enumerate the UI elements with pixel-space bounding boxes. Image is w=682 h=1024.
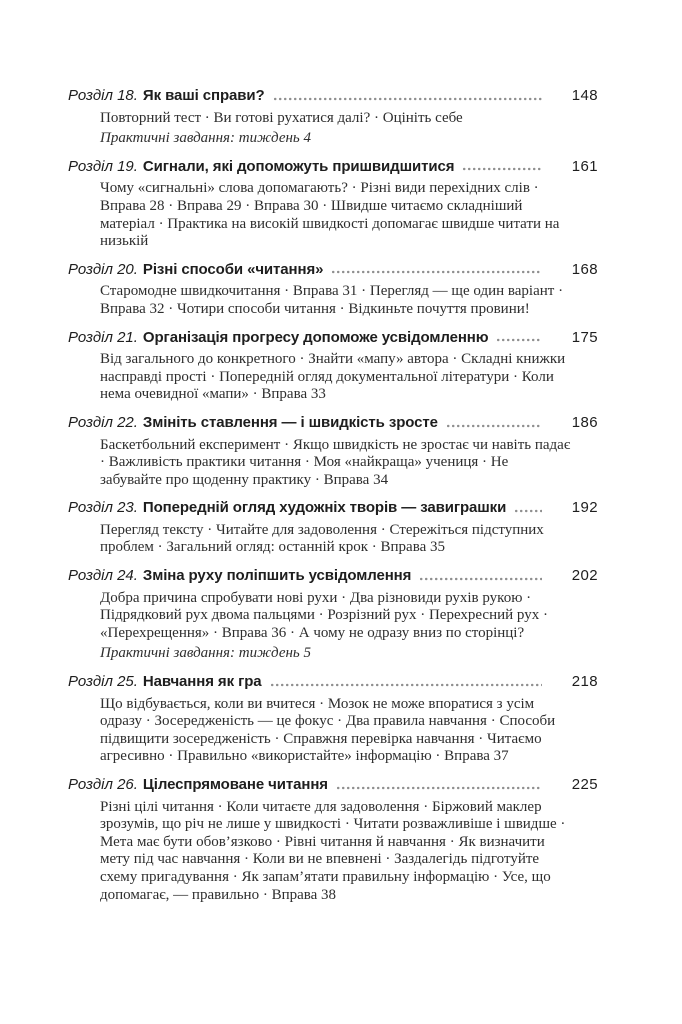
chapter-page-number: 225 [571, 776, 598, 793]
chapter-topics: Повторний тест · Ви готові рухатися далі? · Оцініть себе [100, 109, 463, 126]
chapter-topics: Що відбувається, коли ви вчитеся · Мозок не може впоратися з усім одразу · Зосередженість — це фокус · Два правила навчання · Способи підвищити зосередженість · Справжня перевірка навчання · Читаємо агресивно · Правильно «використайте» інформацію · Вправа 37 [100, 695, 556, 765]
chapter-title: Зміна руху поліпшить усвідомлення [142, 567, 412, 585]
toc-entry [68, 499, 598, 557]
chapter-page-number: 175 [571, 328, 598, 346]
chapter-title: Різні способи «читання» [142, 260, 324, 278]
dotted-leader [271, 683, 542, 687]
chapter-topics: Старомодне швидкочитання · Вправа 31 · Перегляд — ще один варіант · Вправа 32 · Чотири способи читання · Відкиньте почуття провини! [100, 283, 564, 317]
practice-tasks-line: Практичні завдання: тиждень 5 [100, 645, 311, 662]
chapter-title: Сигнали, які допоможуть пришвидшитися [142, 157, 455, 175]
toc-entry-heading [68, 499, 598, 517]
chapter-page-number: 218 [571, 673, 598, 691]
toc-entry [68, 329, 598, 404]
chapter-title: Цілеспрямоване читання [142, 776, 328, 793]
chapter-title: Організація прогресу допоможе усвідомленню [142, 328, 489, 346]
toc-entry-heading [68, 158, 598, 176]
toc-entry [68, 673, 598, 766]
chapter-topics: Добра причина спробувати нові рухи · Два різновиди рухів рукою · Підрядковий рух двома пальцями · Розрізний рух · Перехресний рух · «Перехрещення» · Вправа 36 · А чому не одразу вниз по сторінці? [100, 589, 548, 641]
toc-entry-heading [68, 261, 598, 279]
dotted-leader [463, 167, 542, 171]
chapter-page-number: 168 [571, 260, 598, 278]
chapter-topics: Чому «сигнальні» слова допомагають? · Різні види перехідних слів · Вправа 28 · Вправа 29 · Вправа 30 · Швидше читаємо складніший матеріал · Практика на високій швидкості допомагає швидше читати на низькій [100, 180, 560, 250]
toc-entry-heading [68, 87, 598, 105]
chapter-topics: Баскетбольний експеримент · Якщо швидкість не зростає чи навіть падає · Важливість практики читання · Моя «найкраща» учениця · Не забувайте про щоденну практику · Вправа 34 [100, 436, 571, 488]
toc-entry [68, 414, 598, 489]
toc-entry-heading [68, 673, 598, 691]
toc-entry [68, 87, 598, 148]
toc-entry-heading [68, 414, 598, 432]
chapter-page-number: 186 [571, 413, 598, 431]
chapter-title: Як ваші справи? [142, 87, 265, 104]
chapter-topics: Перегляд тексту · Читайте для задоволення · Стережіться підступних проблем · Загальний огляд: останній крок · Вправа 35 [100, 521, 544, 556]
chapter-title: Змініть ставлення — і швидкість зросте [142, 413, 438, 431]
toc-entry [68, 776, 598, 904]
toc-entry [68, 158, 598, 251]
chapter-label: Розділ 21. [68, 328, 138, 346]
chapter-label: Розділ 23. [68, 499, 138, 517]
chapter-label: Розділ 18. [68, 87, 138, 104]
chapter-label: Розділ 20. [68, 260, 138, 278]
chapter-label: Розділ 24. [68, 567, 138, 585]
chapter-page-number: 148 [571, 87, 598, 104]
chapter-page-number: 161 [571, 157, 598, 175]
chapter-topics: Від загального до конкретного · Знайти «мапу» автора · Складні книжки насправді прості · Попередній огляд документальної літератури · Коли нема очевидної «мапи» · Вправа 33 [100, 351, 566, 403]
dotted-leader [447, 424, 542, 428]
dotted-leader [420, 577, 542, 581]
toc-entry-heading [68, 329, 598, 347]
table-of-contents [68, 87, 598, 904]
chapter-page-number: 192 [571, 499, 598, 517]
toc-entry-heading [68, 567, 598, 585]
chapter-title: Попередній огляд художніх творів — завиграшки [142, 499, 507, 517]
chapter-label: Розділ 22. [68, 413, 138, 431]
chapter-topics: Різні цілі читання · Коли читаєте для задоволення · Біржовий маклер зрозумів, що річ не лише у швидкості · Читати розважливіше і швидше · Мета має бути обов’язково · Рівні читання й навчання · Як визначити мету під час навчання · Коли ви не впевнені · Заздалегідь підготуйте схему пригадування · Як запам’ятати правильну інформацію · Усе, що допомагає, — правильно · Вправа 38 [100, 798, 566, 903]
chapter-label: Розділ 25. [68, 673, 138, 691]
dotted-leader [337, 786, 542, 790]
dotted-leader [274, 97, 542, 101]
toc-entry [68, 261, 598, 319]
chapter-title: Навчання як гра [142, 673, 262, 691]
chapter-label: Розділ 19. [68, 157, 138, 175]
practice-tasks-line: Практичні завдання: тиждень 4 [100, 130, 311, 147]
chapter-page-number: 202 [571, 567, 598, 585]
dotted-leader [497, 338, 542, 342]
dotted-leader [515, 509, 542, 513]
toc-entry-heading [68, 776, 598, 794]
chapter-label: Розділ 26. [68, 776, 138, 793]
dotted-leader [332, 270, 542, 274]
toc-entry [68, 567, 598, 663]
